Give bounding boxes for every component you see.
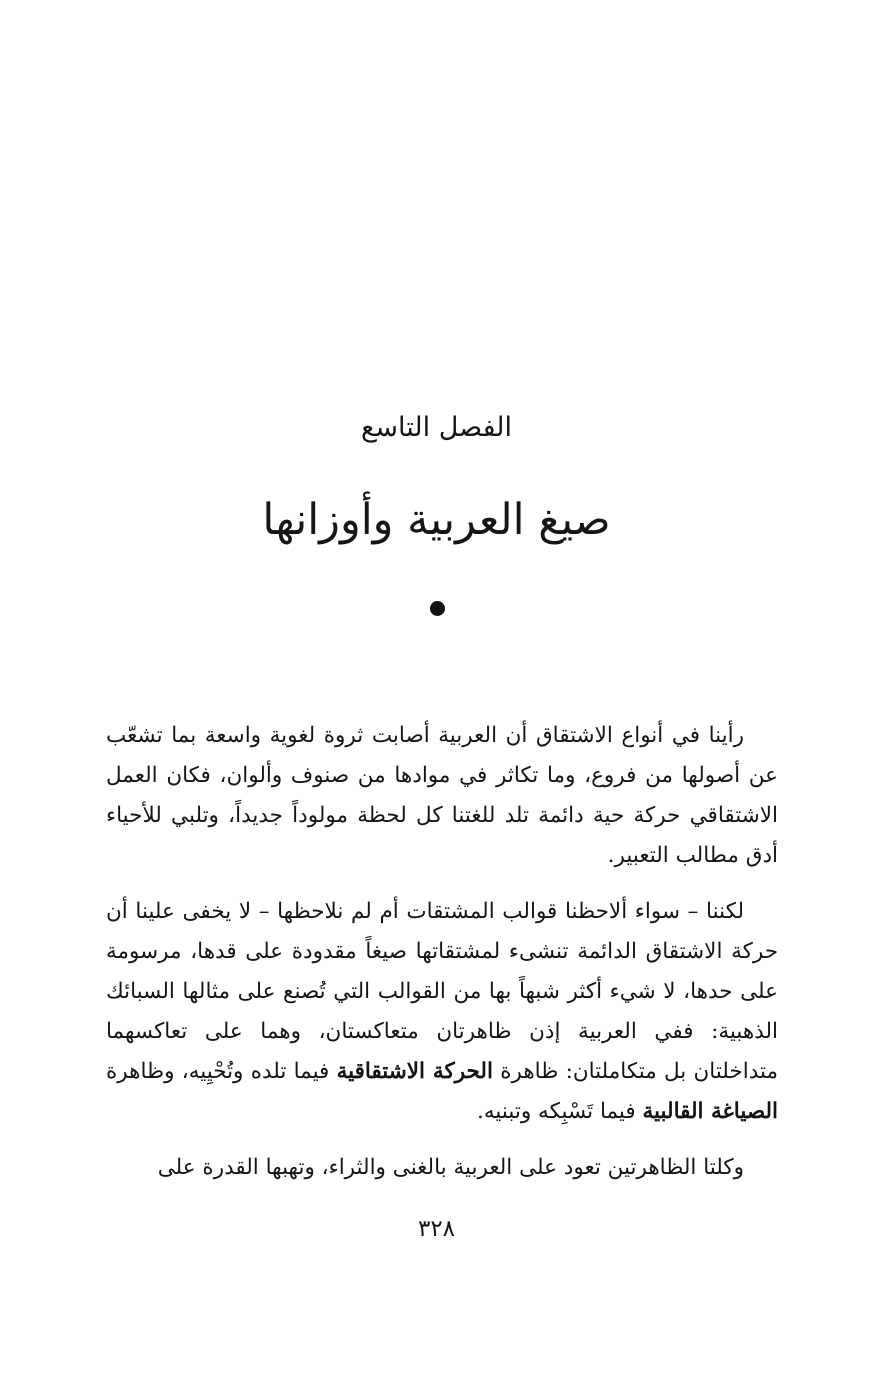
paragraph-2-part-3: فيما تَسْبِكه وتبنيه. [477, 1099, 643, 1124]
ornament-dot-icon [430, 601, 445, 616]
paragraph-3: وكلتا الظاهرتين تعود على العربية بالغنى والثراء، وتهبها القدرة على [157, 1155, 744, 1180]
body-text [106, 716, 778, 1204]
paragraph-2-part-1: لكننا – سواء ألاحظنا قوالب المشتقات أم لم نلاحظها – لا يخفى علينا أن حركة الاشتقاق الدائمة تنشىء لمشتقاتها صيغاً مقدودة على قدها، مرسومة على حدها، لا شيء أكثر شبهاً بها من القوالب التي تُصنع على مثالها السبائك الذهبية: ففي العربية إذن ظاهرتان متعاكستان، وهما على تعاكسهما متداخلتان بل متكاملتان: ظاهرة [106, 899, 778, 1084]
term-derivational-movement: الحركة الاشتقاقية [336, 1059, 493, 1084]
term-template-formation: الصياغة القالبية [642, 1099, 778, 1124]
paragraph-2 [106, 892, 778, 1132]
chapter-label: الفصل التاسع [361, 412, 512, 443]
paragraph-1: رأينا في أنواع الاشتقاق أن العربية أصابت ثروة لغوية واسعة بما تشعّب عن أصولها من فروع، وما تكاثر في موادها من صنوف وألوان، فكان العمل الاشتقاقي حركة حية دائمة تلد للغتنا كل لحظة مولوداً جديداً، وتلبي للأحياء أدق مطالب التعبير. [106, 723, 778, 868]
chapter-title: صيغ العربية وأوزانها [262, 495, 611, 545]
paragraph-2-part-2: فيما تلده وتُحْيِيه، وظاهرة [106, 1059, 337, 1084]
page-number: ٣٢٨ [417, 1216, 456, 1242]
